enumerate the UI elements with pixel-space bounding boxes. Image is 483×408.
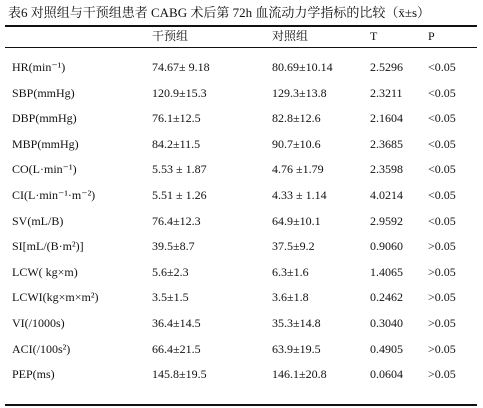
p-value: >0.05 <box>428 290 456 305</box>
row-label: DBP(mmHg) <box>12 111 77 126</box>
t-value: 1.4065 <box>370 264 403 279</box>
intervention-value: 76.1±12.5 <box>152 111 201 126</box>
control-value: 90.7±10.6 <box>272 136 321 151</box>
row-label: LCW( kg×m) <box>12 264 78 279</box>
row-label: CO(L·min⁻¹) <box>12 162 77 177</box>
control-value: 6.3±1.6 <box>272 264 309 279</box>
p-value: >0.05 <box>428 341 456 356</box>
intervention-value: 66.4±21.5 <box>152 341 201 356</box>
header-cell-control: 对照组 <box>272 29 309 43</box>
control-value: 37.5±9.2 <box>272 239 315 254</box>
table-row <box>0 234 483 258</box>
t-value: 0.9060 <box>370 239 403 254</box>
t-value: 2.1604 <box>370 111 403 126</box>
t-value: 2.5296 <box>370 60 403 74</box>
control-value: 64.9±10.1 <box>272 213 321 228</box>
t-value: 2.9592 <box>370 213 403 228</box>
control-value: 129.3±13.8 <box>272 85 327 100</box>
row-label: VI(/1000s) <box>12 316 65 330</box>
t-value: 2.3211 <box>370 85 403 100</box>
header-cell-t: T <box>370 29 378 43</box>
table-row <box>0 362 483 386</box>
t-value: 0.0604 <box>370 367 403 382</box>
p-value: >0.05 <box>428 239 456 254</box>
row-label: SV(mL/B) <box>12 213 64 228</box>
row-label: MBP(mmHg) <box>12 136 79 151</box>
p-value: >0.05 <box>428 316 456 330</box>
p-value: <0.05 <box>428 136 456 151</box>
table-row <box>0 106 483 130</box>
intervention-value: 39.5±8.7 <box>152 239 195 254</box>
t-value: 0.4905 <box>370 341 403 356</box>
p-value: <0.05 <box>428 85 456 100</box>
t-value: 4.0214 <box>370 188 403 202</box>
control-value: 4.33 ± 1.14 <box>272 188 327 202</box>
intervention-value: 120.9±15.3 <box>152 85 207 100</box>
t-value: 2.3598 <box>370 162 403 177</box>
row-label: ACI(/100s²) <box>12 341 71 356</box>
control-value: 63.9±19.5 <box>272 341 321 356</box>
intervention-value: 3.5±1.5 <box>152 290 189 305</box>
control-value: 35.3±14.8 <box>272 316 321 330</box>
header-cell-intervention: 干预组 <box>152 29 189 43</box>
t-value: 2.3685 <box>370 136 403 151</box>
table-row <box>0 285 483 309</box>
control-value: 146.1±20.8 <box>272 367 327 382</box>
table-row <box>0 209 483 233</box>
row-label: CI(L·min⁻¹·m⁻²) <box>12 188 96 202</box>
header-cell-label <box>12 24 142 48</box>
p-value: <0.05 <box>428 213 456 228</box>
intervention-value: 76.4±12.3 <box>152 213 201 228</box>
table-row <box>0 183 483 207</box>
intervention-value: 5.6±2.3 <box>152 264 189 279</box>
t-value: 0.3040 <box>370 316 403 330</box>
table-row <box>0 157 483 181</box>
control-value: 80.69±10.14 <box>272 60 333 74</box>
row-label: LCWI(kg×m×m²) <box>12 290 99 305</box>
intervention-value: 36.4±14.5 <box>152 316 201 330</box>
table-row <box>0 260 483 284</box>
p-value: <0.05 <box>428 162 456 177</box>
p-value: <0.05 <box>428 60 456 74</box>
p-value: >0.05 <box>428 367 456 382</box>
control-value: 4.76 ±1.79 <box>272 162 324 177</box>
table-row <box>0 337 483 361</box>
table-row <box>0 81 483 105</box>
p-value: <0.05 <box>428 188 456 202</box>
p-value: <0.05 <box>428 111 456 126</box>
control-value: 3.6±1.8 <box>272 290 309 305</box>
table-header-row <box>0 24 483 48</box>
p-value: >0.05 <box>428 264 456 279</box>
intervention-value: 74.67± 9.18 <box>152 60 210 74</box>
control-value: 82.8±12.6 <box>272 111 321 126</box>
row-label: SI[mL/(B·m²)] <box>12 239 84 254</box>
table-title: 表6 对照组与干预组患者 CABG 术后第 72h 血流动力学指标的比较（x̄±s） <box>8 5 431 20</box>
intervention-value: 84.2±11.5 <box>152 136 201 151</box>
t-value: 0.2462 <box>370 290 403 305</box>
intervention-value: 145.8±19.5 <box>152 367 207 382</box>
header-cell-p: P <box>428 29 435 43</box>
table-row <box>0 311 483 335</box>
table-row <box>0 55 483 79</box>
row-label: HR(min⁻¹) <box>12 60 66 74</box>
intervention-value: 5.53 ± 1.87 <box>152 162 207 177</box>
row-label: SBP(mmHg) <box>12 85 75 100</box>
row-label: PEP(ms) <box>12 367 55 382</box>
table-row <box>0 132 483 156</box>
intervention-value: 5.51 ± 1.26 <box>152 188 207 202</box>
